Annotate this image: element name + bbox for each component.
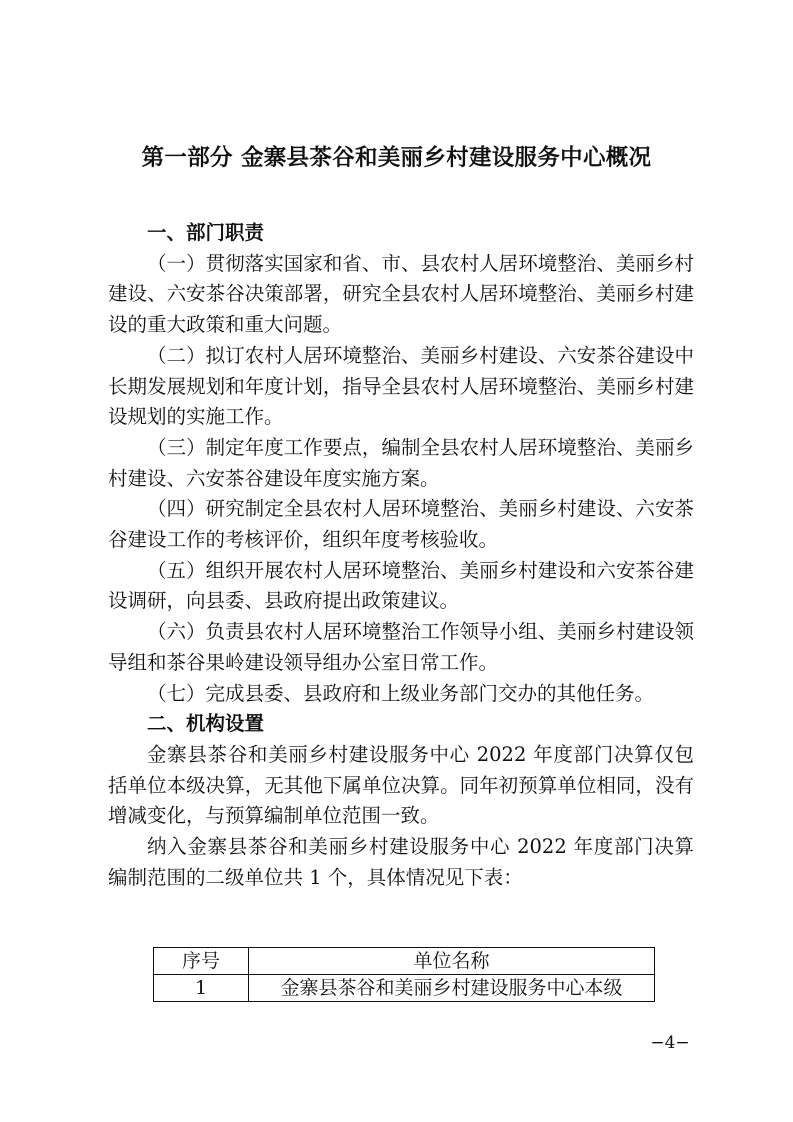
document-body	[108, 218, 694, 893]
duty-paragraph-4: （四）研究制定全县农村人居环境整治、美丽乡村建设、六安茶谷建设工作的考核评价，组织年度考核验收。	[108, 497, 694, 552]
duty-paragraph-5: （五）组织开展农村人居环境整治、美丽乡村建设和六安茶谷建设调研，向县委、县政府提出政策建议。	[108, 558, 694, 613]
duty-paragraph-6: （六）负责县农村人居环境整治工作领导小组、美丽乡村建设领导组和茶谷果岭建设领导组办公室日常工作。	[108, 620, 694, 674]
organization-paragraph-2: 纳入金寨县茶谷和美丽乡村建设服务中心 2022 年度部门决算编制范围的二级单位共 1 个，具体情况见下表：	[108, 835, 694, 889]
organization-paragraph-1: 金寨县茶谷和美丽乡村建设服务中心 2022 年度部门决算仅包括单位本级决算，无其他下属单位决算。同年初预算单位相同，没有增减变化，与预算编制单位范围一致。	[108, 742, 694, 828]
table-cell-serial: 1	[154, 975, 249, 1002]
page-number: −4−	[650, 1033, 690, 1053]
section-heading-organization: 二、机构设置	[147, 712, 265, 736]
table-header-unit-name: 单位名称	[249, 948, 655, 975]
duty-paragraph-1: （一）贯彻落实国家和省、市、县农村人居环境整治、美丽乡村建设、六安茶谷决策部署，研究全县农村人居环境整治、美丽乡村建设的重大政策和重大问题。	[108, 251, 694, 337]
table-header-serial: 序号	[154, 948, 249, 975]
page-title: 第一部分 金寨县茶谷和美丽乡村建设服务中心概况	[141, 145, 652, 171]
section-heading-duties: 一、部门职责	[147, 221, 265, 244]
table-row	[154, 975, 655, 1002]
table-cell-unit-name: 金寨县茶谷和美丽乡村建设服务中心本级	[249, 975, 655, 1002]
duty-paragraph-2: （二）拟订农村人居环境整治、美丽乡村建设、六安茶谷建设中长期发展规划和年度计划，指导全县农村人居环境整治、美丽乡村建设规划的实施工作。	[108, 343, 694, 429]
duty-paragraph-3: （三）制定年度工作要点，编制全县农村人居环境整治、美丽乡村建设、六安茶谷建设年度实施方案。	[108, 435, 694, 490]
unit-table	[153, 947, 655, 1002]
table-header-row	[154, 948, 655, 975]
duty-paragraph-7: （七）完成县委、县政府和上级业务部门交办的其他任务。	[147, 681, 655, 705]
